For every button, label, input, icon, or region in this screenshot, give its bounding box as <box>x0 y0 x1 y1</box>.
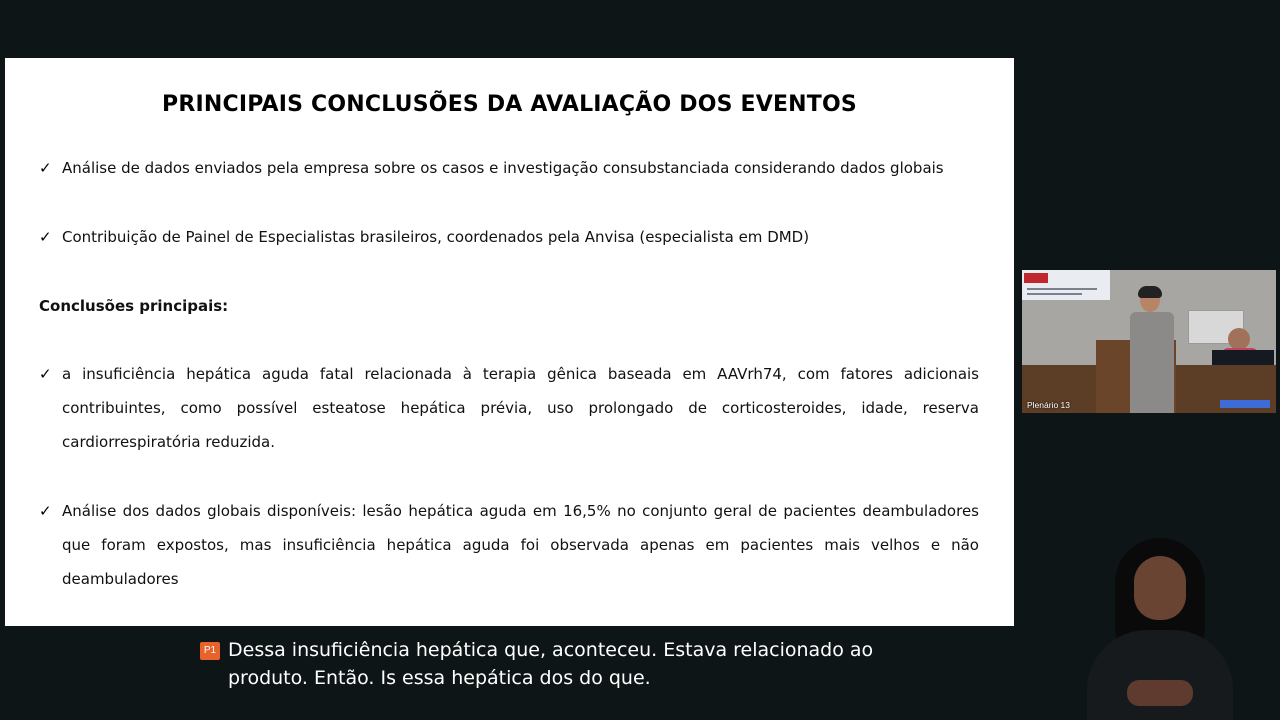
screen-text-line <box>1027 288 1097 290</box>
caption-line: produto. Então. Is essa hepática dos do que. <box>228 667 651 689</box>
interpreter-hands <box>1127 680 1193 706</box>
speaker-badge: P1 <box>200 642 220 660</box>
sign-language-interpreter <box>1085 538 1235 720</box>
room-display-screen <box>1022 270 1110 300</box>
checkmark-icon: ✓ <box>39 159 52 177</box>
interpreter-torso <box>1087 630 1233 720</box>
seated-person-head <box>1228 328 1250 350</box>
checkmark-icon: ✓ <box>39 502 52 520</box>
video-room-label: Plenário 13 <box>1027 400 1071 410</box>
live-caption <box>200 636 980 692</box>
presentation-slide <box>5 58 1014 626</box>
speaker-hair <box>1138 286 1162 298</box>
checkmark-icon: ✓ <box>39 365 52 383</box>
caption-line: Dessa insuficiência hepática que, aconteceu. Estava relacionado ao <box>228 639 874 661</box>
timer-display <box>1024 273 1048 283</box>
desk-item <box>1220 400 1270 408</box>
plenary-video-feed[interactable] <box>1022 270 1276 413</box>
checklist-item <box>39 151 979 185</box>
checkmark-icon: ✓ <box>39 228 52 246</box>
conclusion-item-text: Análise dos dados globais disponíveis: lesão hepática aguda em 16,5% no conjunto geral de pacientes deambuladores que foram expostos, mas insuficiência hepática aguda foi observada apenas em pacientes mais velhos e não deambuladores <box>62 502 979 588</box>
conclusion-item <box>39 494 979 596</box>
speaker-figure <box>1126 288 1174 413</box>
interpreter-face <box>1134 556 1186 620</box>
checklist-item <box>39 220 979 254</box>
slide-title: PRINCIPAIS CONCLUSÕES DA AVALIAÇÃO DOS EVENTOS <box>162 92 857 117</box>
conclusion-item <box>39 357 979 459</box>
screen-text-line <box>1027 293 1082 295</box>
conclusions-subheading: Conclusões principais: <box>39 297 229 315</box>
conclusion-item-text: a insuficiência hepática aguda fatal relacionada à terapia gênica baseada em AAVrh74, com fatores adicionais contribuintes, como possível esteatose hepática prévia, uso prolongado de corticosteroides, idade, reserva cardiorrespiratória reduzida. <box>62 365 979 451</box>
checklist-item-text: Contribuição de Painel de Especialistas brasileiros, coordenados pela Anvisa (especialista em DMD) <box>62 228 810 246</box>
checklist-item-text: Análise de dados enviados pela empresa sobre os casos e investigação consubstanciada considerando dados globais <box>62 159 944 177</box>
speaker-body <box>1130 312 1174 413</box>
